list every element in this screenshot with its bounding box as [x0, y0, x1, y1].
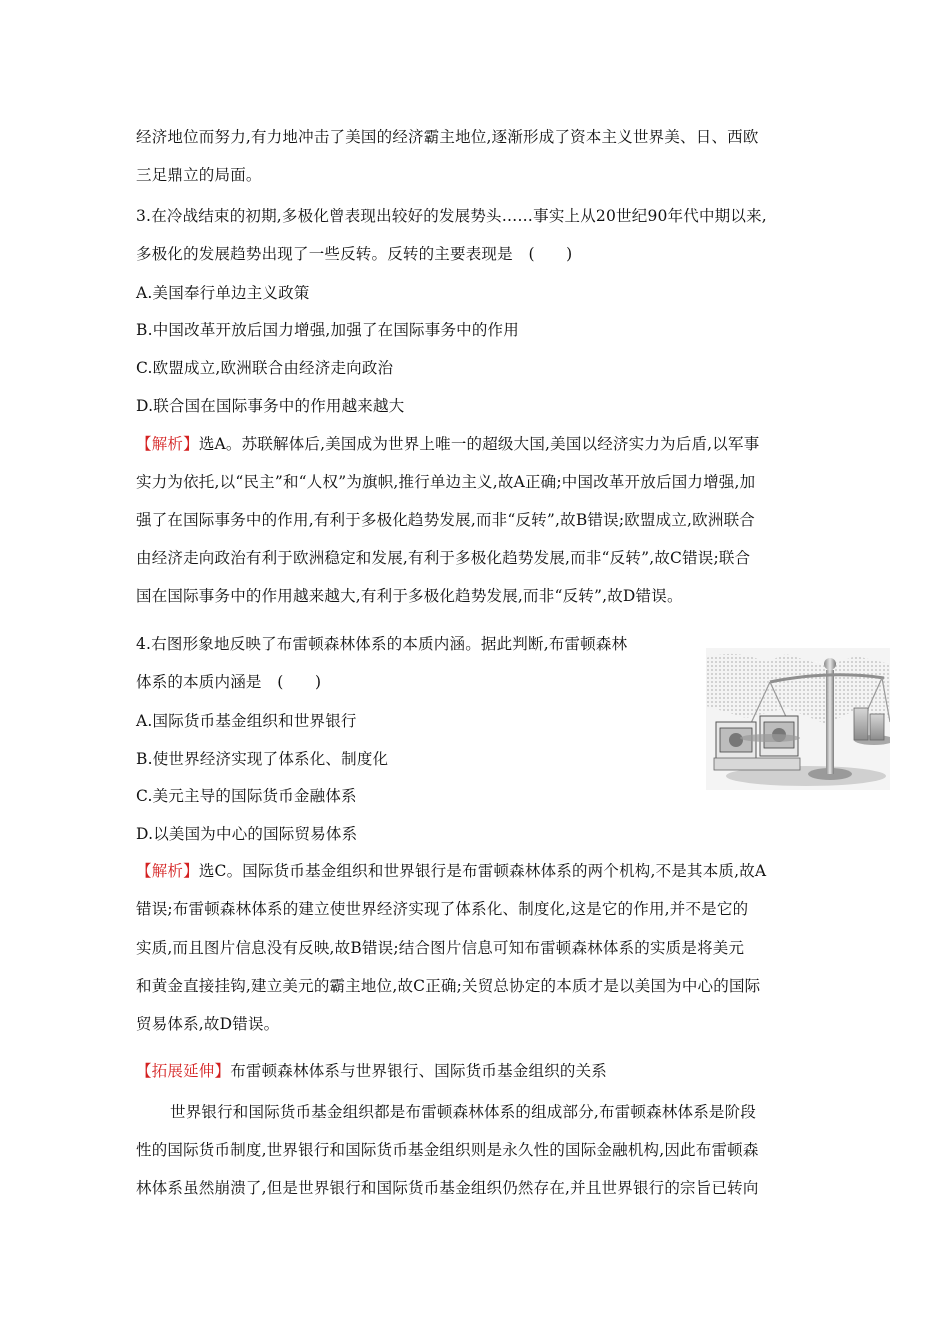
- q4-analysis-tag: 【解析】: [136, 862, 199, 880]
- q4-analysis-line-2: 错误;布雷顿森林体系的建立使世界经济实现了体系化、制度化,这是它的作用,并不是它的: [136, 900, 749, 918]
- balance-scale-illustration: [706, 648, 890, 790]
- q4-analysis-line-4: 和黄金直接挂钩,建立美元的霸主地位,故C正确;关贸总协定的本质才是以美国为中心的国际: [136, 977, 761, 995]
- q4-option-b: B.使世界经济实现了体系化、制度化: [136, 750, 389, 768]
- q4-option-c: C.美元主导的国际货币金融体系: [136, 787, 357, 805]
- q3-analysis-tag: 【解析】: [136, 435, 199, 453]
- q4-analysis-line-3: 实质,而且图片信息没有反映,故B错误;结合图片信息可知布雷顿森林体系的实质是将美元: [136, 939, 745, 957]
- extension-title: 布雷顿森林体系与世界银行、国际货币基金组织的关系: [230, 1062, 608, 1080]
- q4-stem-line-1: 4.右图形象地反映了布雷顿森林体系的本质内涵。据此判断,布雷顿森林: [136, 635, 628, 653]
- q4-analysis-line-1: [136, 861, 766, 881]
- extension-heading: [136, 1061, 607, 1081]
- q3-stem-line-2: 多极化的发展趋势出现了一些反转。反转的主要表现是 ( ): [136, 245, 573, 263]
- q3-analysis-line-1: [136, 434, 759, 454]
- extension-tag: 【拓展延伸】: [136, 1062, 231, 1080]
- q4-option-d: D.以美国为中心的国际贸易体系: [136, 825, 358, 843]
- q3-option-b: B.中国改革开放后国力增强,加强了在国际事务中的作用: [136, 321, 519, 339]
- q3-analysis-line-5: 国在国际事务中的作用越来越大,有利于多极化趋势发展,而非“反转”,故D错误。: [136, 587, 683, 605]
- q3-analysis-line-4: 由经济走向政治有利于欧洲稳定和发展,有利于多极化趋势发展,而非“反转”,故C错误;联合: [136, 549, 751, 567]
- q4-stem-line-2: 体系的本质内涵是 ( ): [136, 673, 322, 691]
- q3-analysis-line-3: 强了在国际事务中的作用,有利于多极化趋势发展,而非“反转”,故B错误;欧盟成立,欧洲联合: [136, 511, 755, 529]
- q3-stem-line-1: 3.在冷战结束的初期,多极化曾表现出较好的发展势头……事实上从20世纪90年代中期以来,: [136, 207, 767, 225]
- extension-line-1: 世界银行和国际货币基金组织都是布雷顿森林体系的组成部分,布雷顿森林体系是阶段: [170, 1103, 757, 1121]
- extension-line-3: 林体系虽然崩溃了,但是世界银行和国际货币基金组织仍然存在,并且世界银行的宗旨已转向: [136, 1179, 759, 1197]
- q3-analysis-line-2: 实力为依托,以“民主”和“人权”为旗帜,推行单边主义,故A正确;中国改革开放后国力增强,加: [136, 473, 756, 491]
- intro-line-1: 经济地位而努力,有力地冲击了美国的经济霸主地位,逐渐形成了资本主义世界美、日、西欧: [136, 128, 759, 146]
- intro-line-2: 三足鼎立的局面。: [136, 166, 262, 184]
- extension-line-2: 性的国际货币制度,世界银行和国际货币基金组织则是永久性的国际金融机构,因此布雷顿森: [136, 1141, 759, 1159]
- q3-analysis-text: 选A。苏联解体后,美国成为世界上唯一的超级大国,美国以经济实力为后盾,以军事: [198, 435, 760, 453]
- q4-analysis-line-5: 贸易体系,故D错误。: [136, 1015, 280, 1033]
- q4-option-a: A.国际货币基金组织和世界银行: [136, 712, 357, 730]
- q3-option-d: D.联合国在国际事务中的作用越来越大: [136, 397, 405, 415]
- q4-analysis-text: 选C。国际货币基金组织和世界银行是布雷顿森林体系的两个机构,不是其本质,故A: [198, 862, 767, 880]
- balance-scale-icon: [706, 648, 890, 790]
- q3-option-c: C.欧盟成立,欧洲联合由经济走向政治: [136, 359, 394, 377]
- q3-option-a: A.美国奉行单边主义政策: [136, 284, 310, 302]
